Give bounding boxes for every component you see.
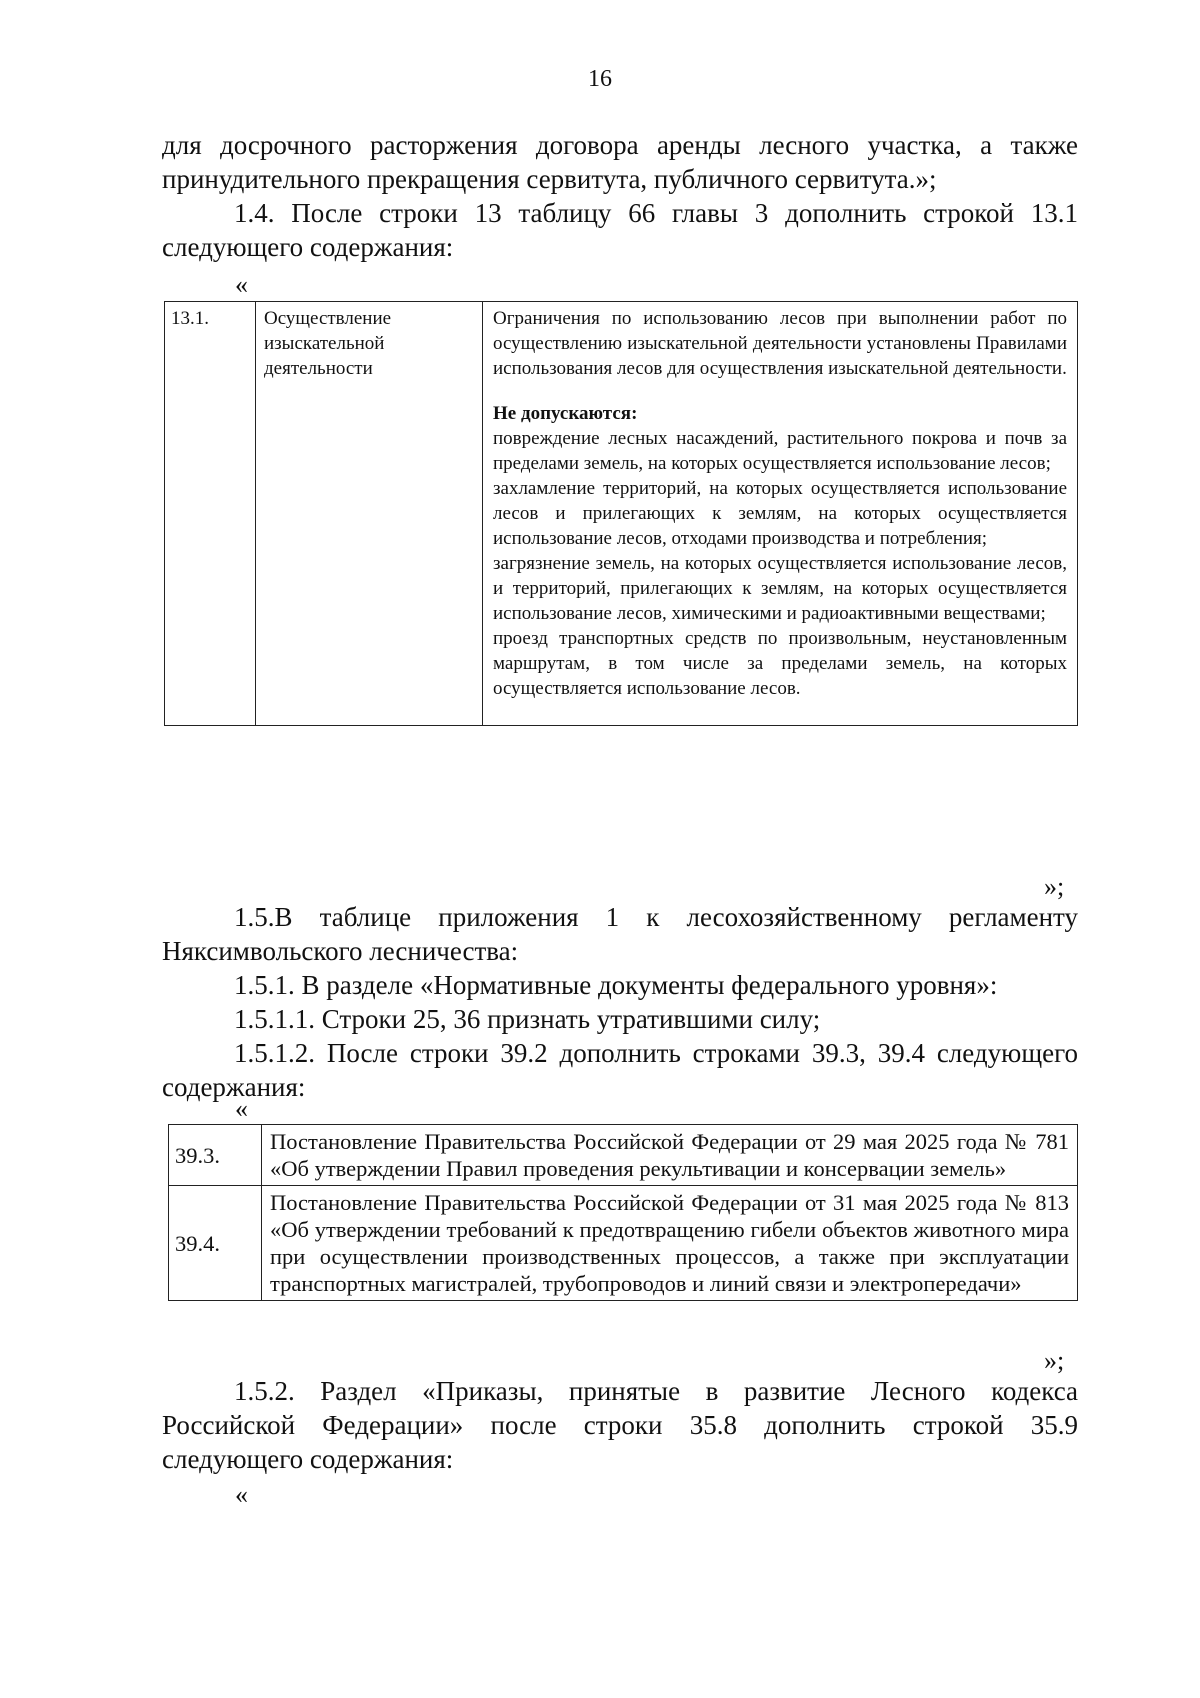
paragraph-1-5-1-1-text: 1.5.1.1. Строки 25, 36 признать утратившими силу; [234, 1004, 821, 1034]
description-heading: Не допускаются: [493, 403, 638, 424]
table-cell-row-number: 39.4. [169, 1186, 262, 1301]
list-item: захламление территорий, на которых осуществляется использование лесов и прилегающих к землям, на которых осуществляется использование лесов, отходами производства и потребления; [493, 478, 1067, 549]
list-item: повреждение лесных насаждений, растительного покрова и почв за пределами земель, на которых осуществляется использование лесов; [493, 428, 1067, 474]
table-cell-document: Постановление Правительства Российской Федерации от 31 мая 2025 года № 813 «Об утверждении требований к предотвращению гибели объектов животного мира при осуществлении производственных процессов, а также при эксплуатации транспортных магистралей, трубопроводов и линий связи и электропередачи» [262, 1186, 1078, 1301]
page-number: 16 [588, 66, 612, 92]
quote-close-2: »; [1044, 1346, 1065, 1375]
table-cell-description [483, 302, 1078, 726]
paragraph-1-5-2-text: 1.5.2. Раздел «Приказы, принятые в развитие Лесного кодекса Российской Федерации» после строки 35.8 дополнить строкой 35.9 следующего содержания: [162, 1376, 1078, 1474]
list-item: проезд транспортных средств по произвольным, неустановленным маршрутам, в том числе за пределами земель, на которых осуществляется использование лесов. [493, 628, 1067, 699]
paragraph-1-5-2 [162, 1374, 1078, 1476]
quote-close-1: »; [1044, 872, 1065, 901]
table-cell-row-name: Осуществление изыскательной деятельности [256, 302, 483, 726]
list-item: загрязнение земель, на которых осуществляется использование лесов, и территорий, прилегающих к землям, на которых осуществляется использование лесов, химическими и радиоактивными веществами; [493, 553, 1067, 624]
paragraph-intro: для досрочного расторжения договора аренды лесного участка, а также принудительного прекращения сервитута, публичного сервитута.»; [162, 130, 1078, 194]
paragraph-1-4 [162, 196, 1078, 264]
table-row [169, 1125, 1078, 1186]
table-row [165, 302, 1078, 726]
paragraph-1-5 [162, 900, 1078, 968]
table-cell-document: Постановление Правительства Российской Федерации от 29 мая 2025 года № 781 «Об утверждении Правил проведения рекультивации и консервации земель» [262, 1125, 1078, 1186]
paragraph-1-5-1 [162, 968, 1078, 1002]
table-forest-use-restrictions [164, 301, 1078, 726]
quote-open-1: « [235, 270, 248, 299]
paragraph-1-5-1-text: 1.5.1. В разделе «Нормативные документы федерального уровня»: [234, 970, 998, 1000]
paragraph-1-5-text: 1.5.В таблице приложения 1 к лесохозяйственному регламенту Няксимвольского лесничества: [162, 902, 1078, 966]
description-intro: Ограничения по использованию лесов при выполнении работ по осуществлению изыскательной деятельности установлены Правилами использования лесов для осуществления изыскательной деятельности. [493, 308, 1067, 379]
table-cell-row-number: 13.1. [165, 302, 256, 726]
quote-open-2: « [235, 1094, 248, 1123]
quote-open-3: « [235, 1480, 248, 1509]
table-cell-row-number: 39.3. [169, 1125, 262, 1186]
paragraph-1-4-text: 1.4. После строки 13 таблицу 66 главы 3 дополнить строкой 13.1 следующего содержания: [162, 198, 1078, 262]
table-row [169, 1186, 1078, 1301]
paragraph-1-5-1-2-text: 1.5.1.2. После строки 39.2 дополнить строками 39.3, 39.4 следующего содержания: [162, 1038, 1078, 1102]
paragraph-1-5-1-1 [162, 1002, 1078, 1036]
paragraph-1-5-1-2 [162, 1036, 1078, 1104]
table-federal-documents [168, 1124, 1078, 1301]
